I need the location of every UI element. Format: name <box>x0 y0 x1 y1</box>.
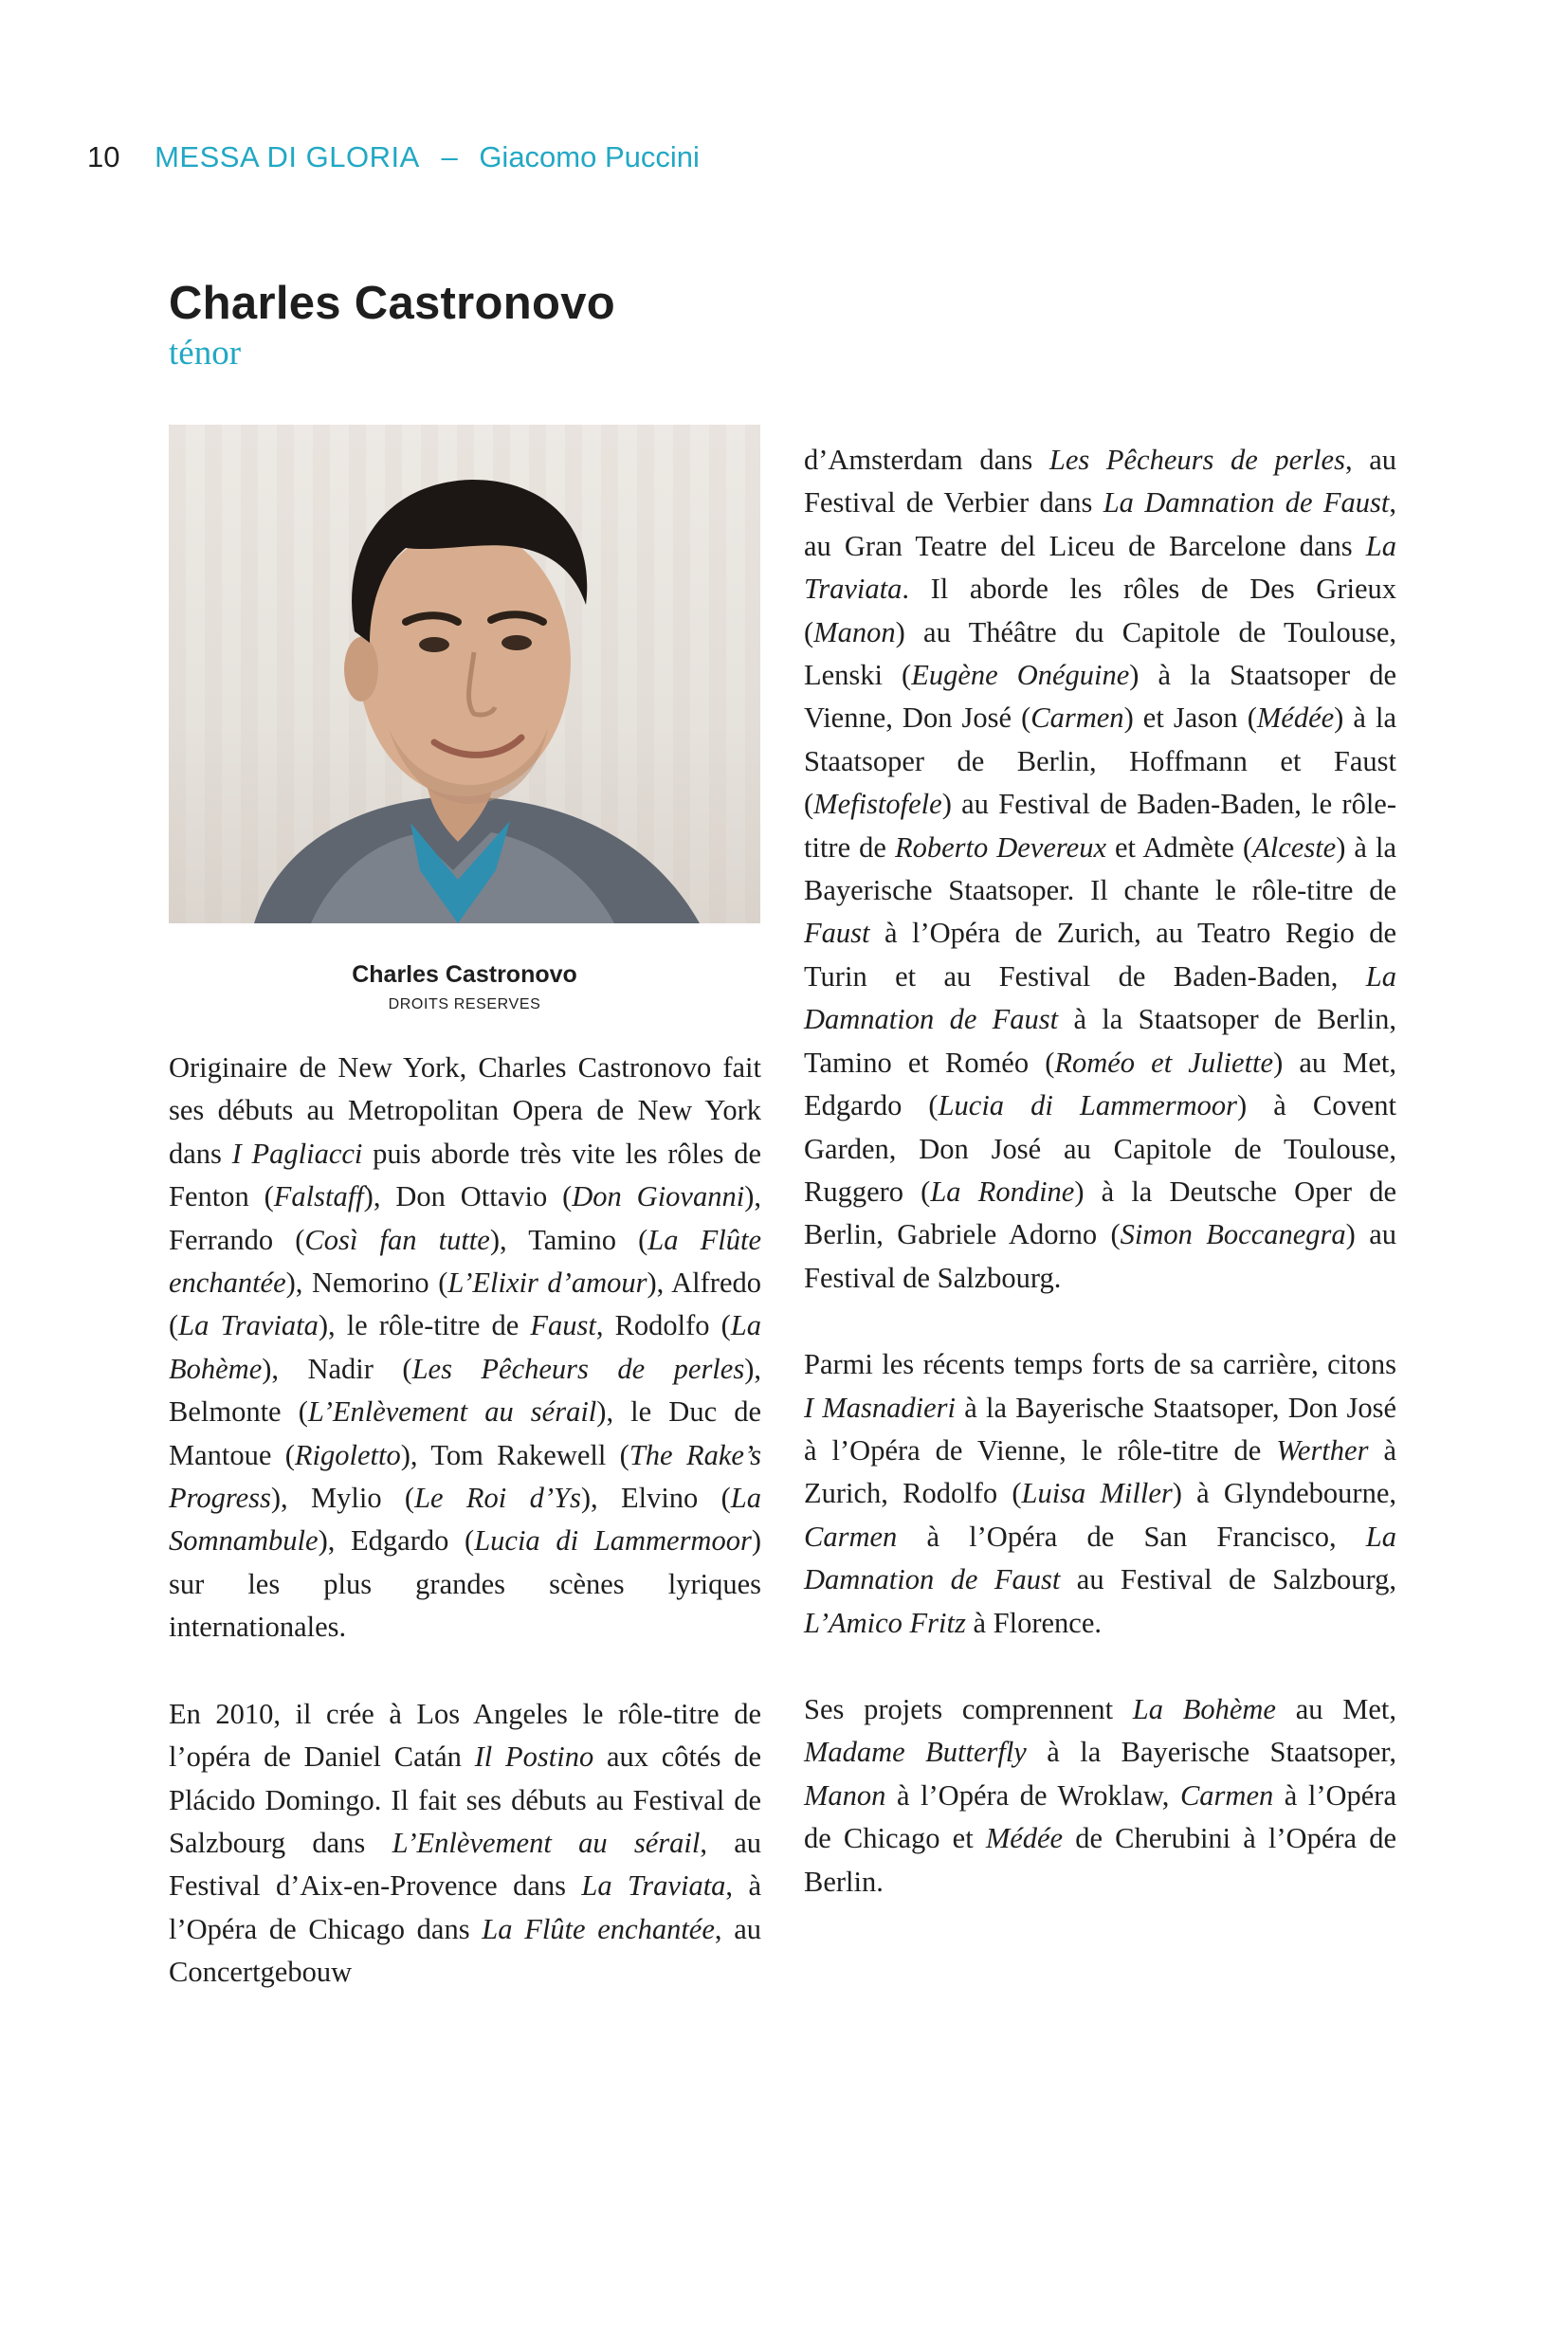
work-title: La Rondine <box>930 1175 1075 1208</box>
text-run: ), Nemorino ( <box>285 1267 448 1300</box>
work-title: Carmen <box>1030 702 1124 735</box>
work-title: Werther <box>1276 1433 1369 1467</box>
work-title: Médée <box>1256 702 1335 735</box>
work-title: Carmen <box>804 1520 898 1553</box>
text-run: d’Amsterdam dans <box>804 444 1049 476</box>
photo-caption-name: Charles Castronovo <box>352 961 577 988</box>
text-run: ), le rôle-titre de <box>318 1309 531 1342</box>
work-title: La Traviata <box>581 1869 726 1903</box>
header-separator: – <box>441 140 458 173</box>
work-title: Le Roi d’Ys <box>414 1482 581 1515</box>
portrait-illustration <box>169 425 760 923</box>
text-run: ), Tom Rakewell ( <box>400 1438 629 1471</box>
text-run: à Zurich, Rodolfo ( <box>804 1433 1396 1510</box>
biography-left-column <box>169 1047 761 1995</box>
work-title: Médée <box>985 1822 1064 1855</box>
work-title: La Flûte enchantée <box>482 1912 715 1945</box>
text-run: , au Gran Teatre del Liceu de Barcelone dans <box>804 486 1396 562</box>
work-title: Eugène Onéguine <box>911 659 1130 692</box>
work-title: Luisa Miller <box>1021 1477 1173 1510</box>
text-run: à Florence. <box>965 1606 1102 1639</box>
work-title: L’Enlèvement au sérail <box>392 1826 701 1859</box>
work-title: I Masnadieri <box>804 1391 957 1424</box>
work-title: Roberto Devereux <box>894 830 1106 864</box>
work-title: L’Elixir d’amour <box>447 1267 647 1300</box>
text-run: ), Tamino ( <box>489 1223 648 1256</box>
text-run: , à l’Opéra de Chicago dans <box>169 1869 761 1945</box>
series-title: MESSA DI GLORIA <box>155 140 420 173</box>
text-run: ) au Festival de Salzbourg. <box>804 1218 1396 1294</box>
work-title: La Traviata <box>804 529 1396 606</box>
work-title: La Flûte enchantée <box>169 1223 761 1300</box>
composer-name: Giacomo Puccini <box>479 140 700 173</box>
text-run: ) à la Deutsche Oper de Berlin, Gabriele Adorno ( <box>804 1175 1396 1251</box>
text-run: ), Don Ottavio ( <box>363 1180 573 1213</box>
artist-portrait-photo <box>169 425 760 923</box>
text-run: ) à Covent Garden, Don José au Capitole de Toulouse, Ruggero ( <box>804 1089 1397 1208</box>
work-title: L’Amico Fritz <box>804 1606 966 1639</box>
page-number: 10 <box>87 140 120 173</box>
text-run: à la Staatsoper de Berlin, Tamino et Roméo ( <box>804 1003 1396 1079</box>
text-run: puis aborde très vite les rôles de Fenton ( <box>169 1137 761 1213</box>
work-title: Simon Boccanegra <box>1120 1218 1346 1251</box>
text-run: ) à la Staatsoper de Berlin, Hoffmann et Faust ( <box>804 702 1396 821</box>
work-title: Manon <box>813 615 896 648</box>
text-run: ), Edgardo ( <box>318 1524 475 1558</box>
work-title: Mefistofele <box>813 788 942 821</box>
work-title: La Traviata <box>178 1309 319 1342</box>
text-run: Ses projets comprennent <box>804 1692 1133 1725</box>
work-title: The Rake’s Progress <box>169 1438 761 1515</box>
biography-paragraph <box>804 1343 1396 1645</box>
work-title: Il Postino <box>474 1740 594 1774</box>
text-run: ), Mylio ( <box>270 1482 415 1515</box>
work-title: Alceste <box>1252 830 1337 864</box>
text-run: à l’Opéra de Wroklaw, <box>885 1778 1180 1812</box>
text-run: ), Alfredo ( <box>169 1267 761 1342</box>
work-title: La Somnambule <box>169 1482 761 1558</box>
biography-paragraph <box>804 439 1396 1300</box>
photo-caption-credit: DROITS RESERVES <box>388 996 541 1012</box>
text-run: de Cherubini à l’Opéra de Berlin. <box>804 1822 1396 1898</box>
text-run: à l’Opéra de San Francisco, <box>897 1520 1366 1553</box>
text-run: ) et Jason ( <box>1123 702 1257 735</box>
text-run: Parmi les récents temps forts de sa carrière, citons <box>804 1348 1396 1381</box>
work-title: La Damnation de Faust <box>804 959 1396 1036</box>
text-run: ) à Glyndebourne, <box>1172 1477 1396 1510</box>
work-title: Lucia di Lammermoor <box>938 1089 1238 1122</box>
work-title: I Pagliacci <box>231 1137 363 1170</box>
text-run: ), le Duc de Mantoue ( <box>169 1395 762 1471</box>
text-run: ), Belmonte ( <box>169 1352 761 1429</box>
work-title: Faust <box>804 917 870 950</box>
text-run: ) à la Bayerische Staatsoper. Il chante le rôle-titre de <box>804 830 1396 907</box>
text-run: aux côtés de Plácido Domingo. Il fait ses débuts au Festival de Salzbourg dans <box>169 1740 761 1859</box>
text-run: ) au Festival de Baden-Baden, le rôle-titre de <box>804 788 1396 864</box>
text-run: ) au Théâtre du Capitole de Toulouse, Lenski ( <box>804 615 1396 692</box>
work-title: La Damnation de Faust <box>804 1520 1396 1596</box>
biography-right-column <box>804 439 1396 1904</box>
text-run: En 2010, il crée à Los Angeles le rôle-titre de l’opéra de Daniel Catán <box>169 1697 761 1774</box>
text-run: Originaire de New York, Charles Castronovo fait ses débuts au Metropolitan Opera de New York dans <box>169 1051 761 1170</box>
text-run: ), Ferrando ( <box>169 1180 761 1256</box>
work-title: L’Enlèvement au sérail <box>307 1395 597 1429</box>
text-run: , au Festival de Verbier dans <box>804 444 1396 519</box>
biography-paragraph <box>169 1047 761 1649</box>
biography-paragraph <box>169 1693 761 1995</box>
work-title: Carmen <box>1179 1778 1274 1812</box>
artist-name-heading: Charles Castronovo <box>169 278 616 329</box>
running-header <box>87 138 700 176</box>
work-title: Madame Butterfly <box>804 1736 1027 1769</box>
text-run: , Rodolfo ( <box>595 1309 731 1342</box>
text-run: ), Elvino ( <box>580 1482 731 1515</box>
text-run: au Met, <box>1275 1692 1396 1725</box>
work-title: Don Giovanni <box>572 1180 745 1213</box>
work-title: Così fan tutte <box>304 1223 490 1256</box>
text-run: et Admète ( <box>1105 830 1253 864</box>
work-title: Roméo et Juliette <box>1054 1046 1274 1079</box>
text-run: . Il aborde les rôles de Des Grieux ( <box>804 573 1396 648</box>
biography-paragraph <box>804 1688 1396 1904</box>
work-title: La Damnation de Faust <box>1103 486 1390 519</box>
text-run: à l’Opéra de Chicago et <box>804 1778 1396 1855</box>
text-run: ) sur les plus grandes scènes lyriques internationales. <box>169 1524 761 1644</box>
text-run: à la Bayerische Staatsoper, <box>1026 1736 1396 1769</box>
work-title: Faust <box>530 1309 596 1342</box>
text-run: ) au Met, Edgardo ( <box>804 1046 1396 1122</box>
text-run: à la Bayerische Staatsoper, Don José à l’Opéra de Vienne, le rôle-titre de <box>804 1391 1396 1467</box>
text-run: au Festival de Salzbourg, <box>1060 1563 1396 1596</box>
work-title: Les Pêcheurs de perles <box>1048 444 1345 476</box>
text-run: à l’Opéra de Zurich, au Teatro Regio de Turin et au Festival de Baden-Baden, <box>804 917 1396 993</box>
work-title: La Bohème <box>169 1309 761 1385</box>
voice-type-subheading: ténor <box>169 334 242 373</box>
text-run: ), Nadir ( <box>262 1352 412 1385</box>
work-title: Les Pêcheurs de perles <box>411 1352 745 1385</box>
work-title: Falstaff <box>273 1180 364 1213</box>
work-title: Lucia di Lammermoor <box>474 1524 752 1558</box>
work-title: Rigoletto <box>294 1438 401 1471</box>
work-title: Manon <box>804 1778 886 1812</box>
text-run: , au Festival d’Aix-en-Provence dans <box>169 1826 761 1903</box>
text-run: ) à la Staatsoper de Vienne, Don José ( <box>804 659 1397 735</box>
work-title: La Bohème <box>1132 1692 1276 1725</box>
text-run: , au Concertgebouw <box>169 1912 762 1989</box>
